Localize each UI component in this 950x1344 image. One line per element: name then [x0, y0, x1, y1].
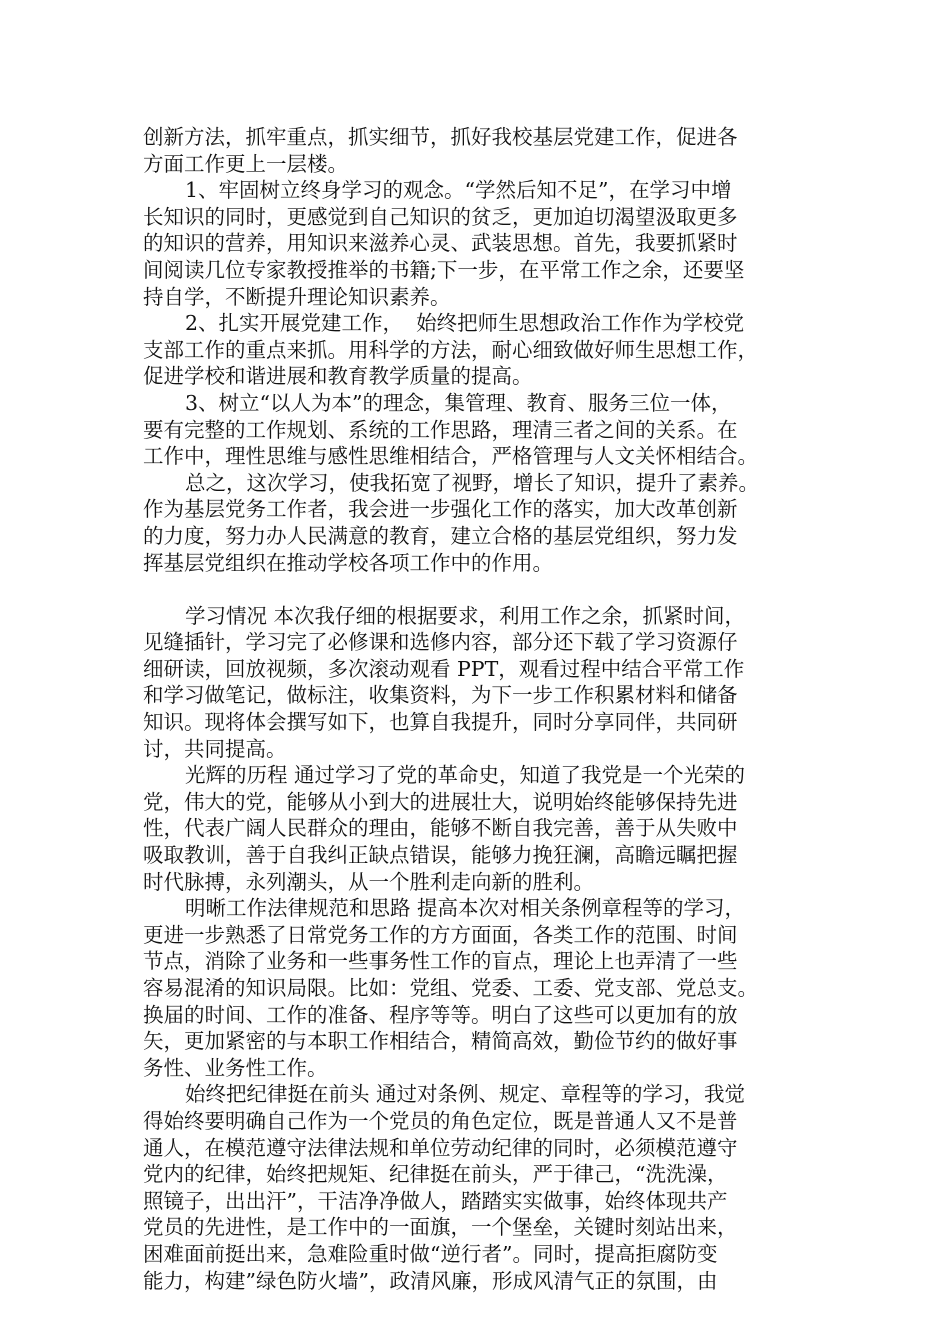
text-line: 矢，更加紧密的与本职工作相结合，精简高效，勤俭节约的做好事	[143, 1029, 738, 1054]
text-line: 党员的先进性，是工作中的一面旗，一个堡垒，关键时刻站出来，	[143, 1215, 738, 1240]
text-line: 学习情况 本次我仔细的根据要求，利用工作之余，抓紧时间，	[185, 603, 746, 628]
text-line: 时代脉搏，永列潮头，从一个胜利走向新的胜利。	[143, 869, 594, 894]
text-line: 和学习做笔记，做标注，收集资料，为下一步工作积累材料和储备	[143, 683, 738, 708]
text-line: 长知识的同时，更感觉到自己知识的贫乏，更加迫切渴望汲取更多	[143, 204, 738, 229]
text-line: 总之，这次学习，使我拓宽了视野，增长了知识，提升了素养。	[185, 470, 759, 495]
text-line: 的力度，努力办人民满意的教育，建立合格的基层党组织，努力发	[143, 523, 738, 548]
text-line: 节点，消除了业务和一些事务性工作的盲点，理论上也弄清了一些	[143, 949, 738, 974]
text-line: 照镜子，出出汗”，干洁净净做人，踏踏实实做事，始终体现共产	[143, 1188, 728, 1213]
text-line: 性，代表广阔人民群众的理由，能够不断自我完善，善于从失败中	[143, 816, 738, 841]
text-line: 得始终要明确自己作为一个党员的角色定位，既是普通人又不是普	[143, 1108, 738, 1133]
paragraph-item-2	[143, 310, 809, 390]
text-line: 工作中，理性思维与感性思维相结合，严格管理与人文关怀相结合。	[143, 444, 758, 469]
text-line: 党内的纪律，始终把规矩、纪律挺在前头，严于律己，“洗洗澡，	[143, 1162, 728, 1187]
text-line: 1、牢固树立终身学习的观念。“学然后知不足”，在学习中增	[185, 178, 732, 203]
text-line: 党，伟大的党，能够从小到大的进展壮大，说明始终能够保持先进	[143, 789, 738, 814]
document-page	[143, 124, 809, 1294]
text-line: 通人，在模范遵守法律法规和单位劳动纪律的同时，必须模范遵守	[143, 1135, 738, 1160]
text-line: 支部工作的重点来抓。用科学的方法，耐心细致做好师生思想工作，	[143, 337, 758, 362]
text-line: 务性、业务性工作。	[143, 1055, 328, 1080]
paragraph-item-3	[143, 390, 809, 470]
text-line: 始终把纪律挺在前头 通过对条例、规定、章程等的学习，我觉	[185, 1082, 746, 1107]
text-line: 容易混淆的知识局限。比如：党组、党委、工委、党支部、党总支。	[143, 976, 758, 1000]
text-line: 光辉的历程 通过学习了党的革命史，知道了我党是一个光荣的	[185, 763, 746, 788]
paragraph-opening	[143, 124, 809, 177]
text-line: 能力，构建”绿色防火墙”，政清风廉，形成风清气正的氛围，由	[143, 1268, 718, 1293]
text-line: 的知识的营养，用知识来滋养心灵、武装思想。首先，我要抓紧时	[143, 231, 738, 256]
text-line: 要有完整的工作规划、系统的工作思路，理清三者之间的关系。在	[143, 417, 738, 442]
text-line: 创新方法，抓牢重点，抓实细节，抓好我校基层党建工作，促进各	[143, 125, 738, 149]
paragraph-summary	[143, 470, 809, 576]
text-line: 换届的时间、工作的准备、程序等等。明白了这些可以更加有的放	[143, 1002, 738, 1027]
text-line: 更进一步熟悉了日常党务工作的方方面面，各类工作的范围、时间	[143, 922, 738, 947]
text-line: 明晰工作法律规范和思路 提高本次对相关条例章程等的学习，	[185, 896, 746, 921]
text-line: 见缝插针，学习完了必修课和选修内容，部分还下载了学习资源仔	[143, 630, 738, 655]
text-line: 2、扎实开展党建工作， 始终把师生思想政治工作作为学校党	[185, 311, 745, 336]
text-line: 困难面前挺出来，急难险重时做“逆行者”。同时，提高拒腐防变	[143, 1241, 718, 1266]
text-line: 3、树立“以人为本”的理念，集管理、教育、服务三位一体，	[185, 390, 732, 415]
paragraph-work-rules	[143, 895, 809, 1081]
paragraph-item-1	[143, 177, 809, 310]
paragraph-discipline	[143, 1081, 809, 1294]
text-line: 吸取教训，善于自我纠正缺点错误，能够力挽狂澜，高瞻远瞩把握	[143, 843, 738, 868]
text-line: 讨，共同提高。	[143, 736, 287, 761]
text-line: 间阅读几位专家教授推举的书籍;下一步，在平常工作之余，还要坚	[143, 257, 745, 282]
text-line: 作为基层党务工作者，我会进一步强化工作的落实，加大改革创新	[143, 497, 738, 522]
paragraph-glorious-history	[143, 762, 809, 895]
text-line: 细研读，回放视频，多次滚动观看 PPT，观看过程中结合平常工作	[143, 656, 745, 681]
text-line: 知识。现将体会撰写如下，也算自我提升，同时分享同伴，共同研	[143, 710, 738, 735]
blank-line	[143, 576, 809, 603]
text-line: 促进学校和谐进展和教育教学质量的提高。	[143, 364, 533, 389]
paragraph-study-situation	[143, 603, 809, 763]
text-line: 方面工作更上一层楼。	[143, 151, 348, 176]
text-line: 持自学，不断提升理论知识素养。	[143, 284, 451, 309]
text-line: 挥基层党组织在推动学校各项工作中的作用。	[143, 550, 553, 575]
